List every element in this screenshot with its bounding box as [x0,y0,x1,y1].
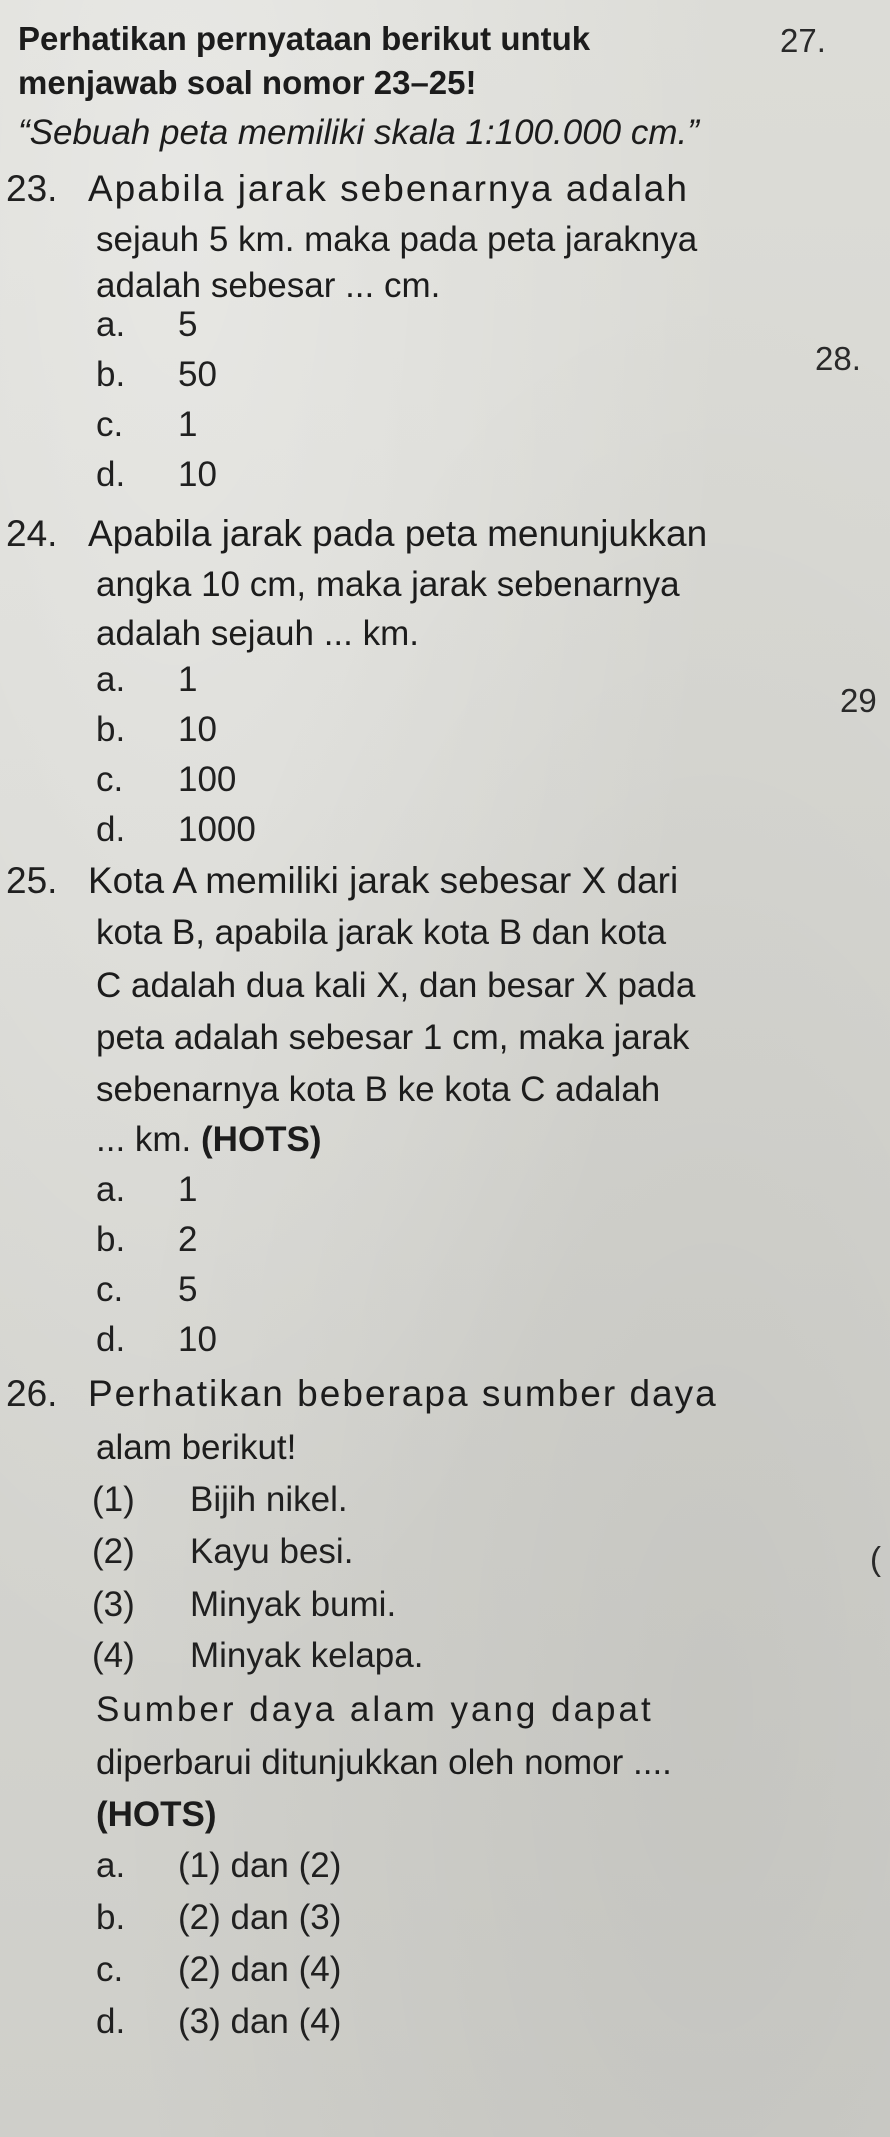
q25-line-6 [96,1122,322,1157]
q26-line-1: Perhatikan beberapa sumber daya [88,1373,718,1414]
q26-option-d-letter: d. [96,2002,126,2041]
q25-option-b-letter: b. [96,1220,126,1259]
q26-line-2: alam berikut! [96,1428,297,1467]
intro-line-1: Perhatikan pernyataan berikut untuk [18,20,591,57]
q26-number: 26. [6,1373,58,1414]
q26-item-4-num: (4) [92,1636,135,1675]
q24-line-3: adalah sejauh ... km. [96,614,419,653]
q25-line-3: C adalah dua kali X, dan besar X pada [96,966,696,1005]
q26-stem-line-1: Sumber daya alam yang dapat [96,1690,654,1729]
q24-line-2: angka 10 cm, maka jarak sebenarnya [96,565,680,604]
q26-item-1-text: Bijih nikel. [190,1480,348,1519]
q25-line-4: peta adalah sebesar 1 cm, maka jarak [96,1018,690,1057]
q26-item-1-num: (1) [92,1480,135,1519]
q26-option-d-value: (3) dan (4) [178,2002,342,2041]
q26-item-2-text: Kayu besi. [190,1532,354,1571]
q26-hots-label: (HOTS) [96,1795,217,1834]
q26-item-3-num: (3) [92,1585,135,1624]
q24-line-1: Apabila jarak pada peta menunjukkan [88,513,708,554]
q25-option-d-value: 10 [178,1320,217,1359]
q24-option-c-value: 100 [178,760,237,799]
q23-number: 23. [6,168,58,209]
q26-item-2-num: (2) [92,1532,135,1571]
q23-option-a-value: 5 [178,305,198,344]
q23-option-d-value: 10 [178,455,217,494]
q26-item-3-text: Minyak bumi. [190,1585,397,1624]
q24-option-a-value: 1 [178,660,198,699]
q26-option-b-value: (2) dan (3) [178,1898,342,1937]
q23-option-b-letter: b. [96,355,126,394]
show-through-text [540,340,548,374]
q26-option-a-value: (1) dan (2) [178,1846,342,1885]
q26-stem-line-2: diperbarui ditunjukkan oleh nomor .... [96,1743,672,1782]
intro-line-2: menjawab soal nomor 23–25! [18,64,477,101]
side-number-fragment: ( [870,1540,881,1577]
side-number-29: 29 [840,682,877,719]
q25-number: 25. [6,860,58,901]
q25-option-d-letter: d. [96,1320,126,1359]
side-number-28: 28. [815,340,861,377]
q26-option-a-letter: a. [96,1846,126,1885]
q25-option-c-value: 5 [178,1270,198,1309]
q24-option-d-letter: d. [96,810,126,849]
q25-hots-label: (HOTS) [201,1120,322,1159]
q23-line-1: Apabila jarak sebenarnya adalah [88,168,689,209]
q24-option-d-value: 1000 [178,810,256,849]
intro-quote: “Sebuah peta memiliki skala 1:100.000 cm.” [18,113,699,152]
q26-option-c-letter: c. [96,1950,124,1989]
q24-option-b-letter: b. [96,710,126,749]
side-number-27: 27. [780,22,826,59]
q25-option-a-value: 1 [178,1170,198,1209]
q23-option-b-value: 50 [178,355,217,394]
q25-line-2: kota B, apabila jarak kota B dan kota [96,913,667,952]
q23-option-d-letter: d. [96,455,126,494]
q24-option-a-letter: a. [96,660,126,699]
q26-option-b-letter: b. [96,1898,126,1937]
q26-item-4-text: Minyak kelapa. [190,1636,424,1675]
q25-option-c-letter: c. [96,1270,124,1309]
q26-option-c-value: (2) dan (4) [178,1950,342,1989]
q25-option-a-letter: a. [96,1170,126,1209]
q23-option-c-value: 1 [178,405,198,444]
q25-line-5: sebenarnya kota B ke kota C adalah [96,1070,661,1109]
q23-option-a-letter: a. [96,305,126,344]
q23-line-2: sejauh 5 km. maka pada peta jaraknya [96,220,698,259]
q23-line-3: adalah sebesar ... cm. [96,266,441,305]
q25-blank-km: ... km. [96,1120,192,1159]
q25-line-1: Kota A memiliki jarak sebesar X dari [88,860,679,901]
q24-number: 24. [6,513,58,554]
q24-option-b-value: 10 [178,710,217,749]
q23-option-c-letter: c. [96,405,124,444]
q24-option-c-letter: c. [96,760,124,799]
q25-option-b-value: 2 [178,1220,198,1259]
